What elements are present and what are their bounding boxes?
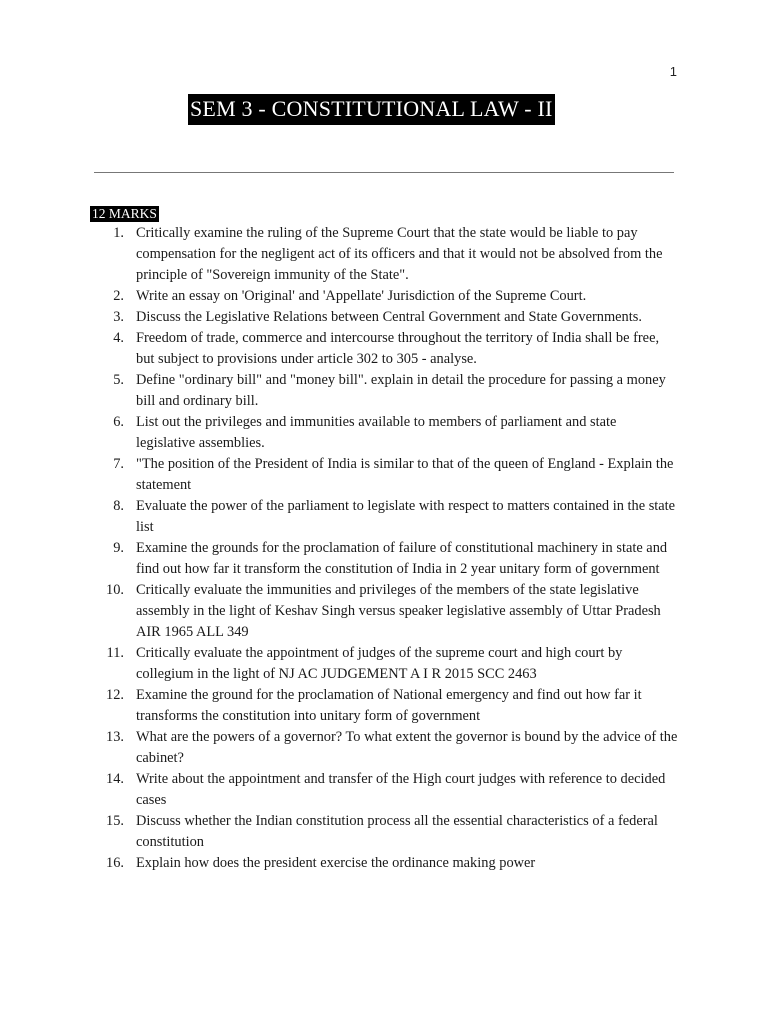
question-item: [0, 643, 768, 685]
question-item: [0, 412, 768, 454]
question-number: 13.: [106, 729, 124, 745]
question-text: Examine the ground for the proclamation of National emergency and find out how far it transforms the constitution into unitary form of government: [136, 687, 642, 724]
title-divider: [94, 172, 674, 173]
question-item: [0, 580, 768, 643]
question-number: 4.: [113, 330, 124, 346]
question-number: 10.: [106, 582, 124, 598]
question-item: [0, 811, 768, 853]
question-text: Evaluate the power of the parliament to legislate with respect to matters contained in the state list: [136, 498, 676, 535]
question-item: [0, 769, 768, 811]
question-item: [0, 853, 768, 874]
question-item: [0, 307, 768, 328]
question-number: 9.: [113, 540, 124, 556]
question-number: 16.: [106, 855, 124, 871]
section-heading: 12 MARKS: [92, 206, 157, 221]
question-number: 11.: [106, 645, 124, 661]
question-text: Critically examine the ruling of the Supreme Court that the state would be liable to pay compensation for the negligent act of its officers and that it would not be absolved from the principle of "Sovereign immunity of the State".: [136, 225, 663, 283]
question-number: 1.: [113, 225, 124, 241]
question-item: [0, 286, 768, 307]
question-number: 7.: [113, 456, 124, 472]
question-number: 15.: [106, 813, 124, 829]
question-item: [0, 370, 768, 412]
question-text: Freedom of trade, commerce and intercourse throughout the territory of India shall be free, but subject to provisions under article 302 to 305 - analyse.: [136, 330, 660, 367]
question-number: 3.: [113, 309, 124, 325]
question-number: 8.: [113, 498, 124, 514]
question-number: 14.: [106, 771, 124, 787]
question-text: Examine the grounds for the proclamation of failure of constitutional machinery in state and find out how far it transform the constitution of India in 2 year unitary form of government: [136, 540, 668, 577]
question-text: Write about the appointment and transfer of the High court judges with reference to decided cases: [136, 771, 666, 808]
question-item: [0, 727, 768, 769]
question-list: [0, 223, 768, 874]
question-text: Critically evaluate the appointment of judges of the supreme court and high court by collegium in the light of NJ AC JUDGEMENT A I R 2015 SCC 2463: [136, 645, 623, 682]
question-text: Critically evaluate the immunities and privileges of the members of the state legislative assembly in the light of Keshav Singh versus speaker legislative assembly of Uttar Pradesh AIR 1965 ALL 349: [136, 582, 661, 640]
question-item: [0, 685, 768, 727]
page-title: SEM 3 - CONSTITUTIONAL LAW - II: [188, 94, 555, 125]
question-text: Write an essay on 'Original' and 'Appellate' Jurisdiction of the Supreme Court.: [136, 288, 587, 304]
question-text: Discuss the Legislative Relations between Central Government and State Governments.: [136, 309, 642, 325]
question-item: [0, 496, 768, 538]
question-text: List out the privileges and immunities available to members of parliament and state legislative assemblies.: [136, 414, 617, 451]
page-number: 1: [669, 64, 677, 79]
question-text: What are the powers of a governor? To what extent the governor is bound by the advice of the cabinet?: [136, 729, 678, 766]
question-number: 2.: [113, 288, 124, 304]
question-number: 12.: [106, 687, 124, 703]
question-text: Discuss whether the Indian constitution process all the essential characteristics of a federal constitution: [136, 813, 658, 850]
question-item: [0, 538, 768, 580]
question-item: [0, 223, 768, 286]
question-text: Define "ordinary bill" and "money bill". explain in detail the procedure for passing a money bill and ordinary bill.: [136, 372, 666, 409]
question-text: Explain how does the president exercise the ordinance making power: [136, 855, 536, 871]
question-item: [0, 454, 768, 496]
question-text: "The position of the President of India is similar to that of the queen of England - Explain the statement: [136, 456, 674, 493]
question-number: 6.: [113, 414, 124, 430]
question-item: [0, 328, 768, 370]
question-number: 5.: [113, 372, 124, 388]
